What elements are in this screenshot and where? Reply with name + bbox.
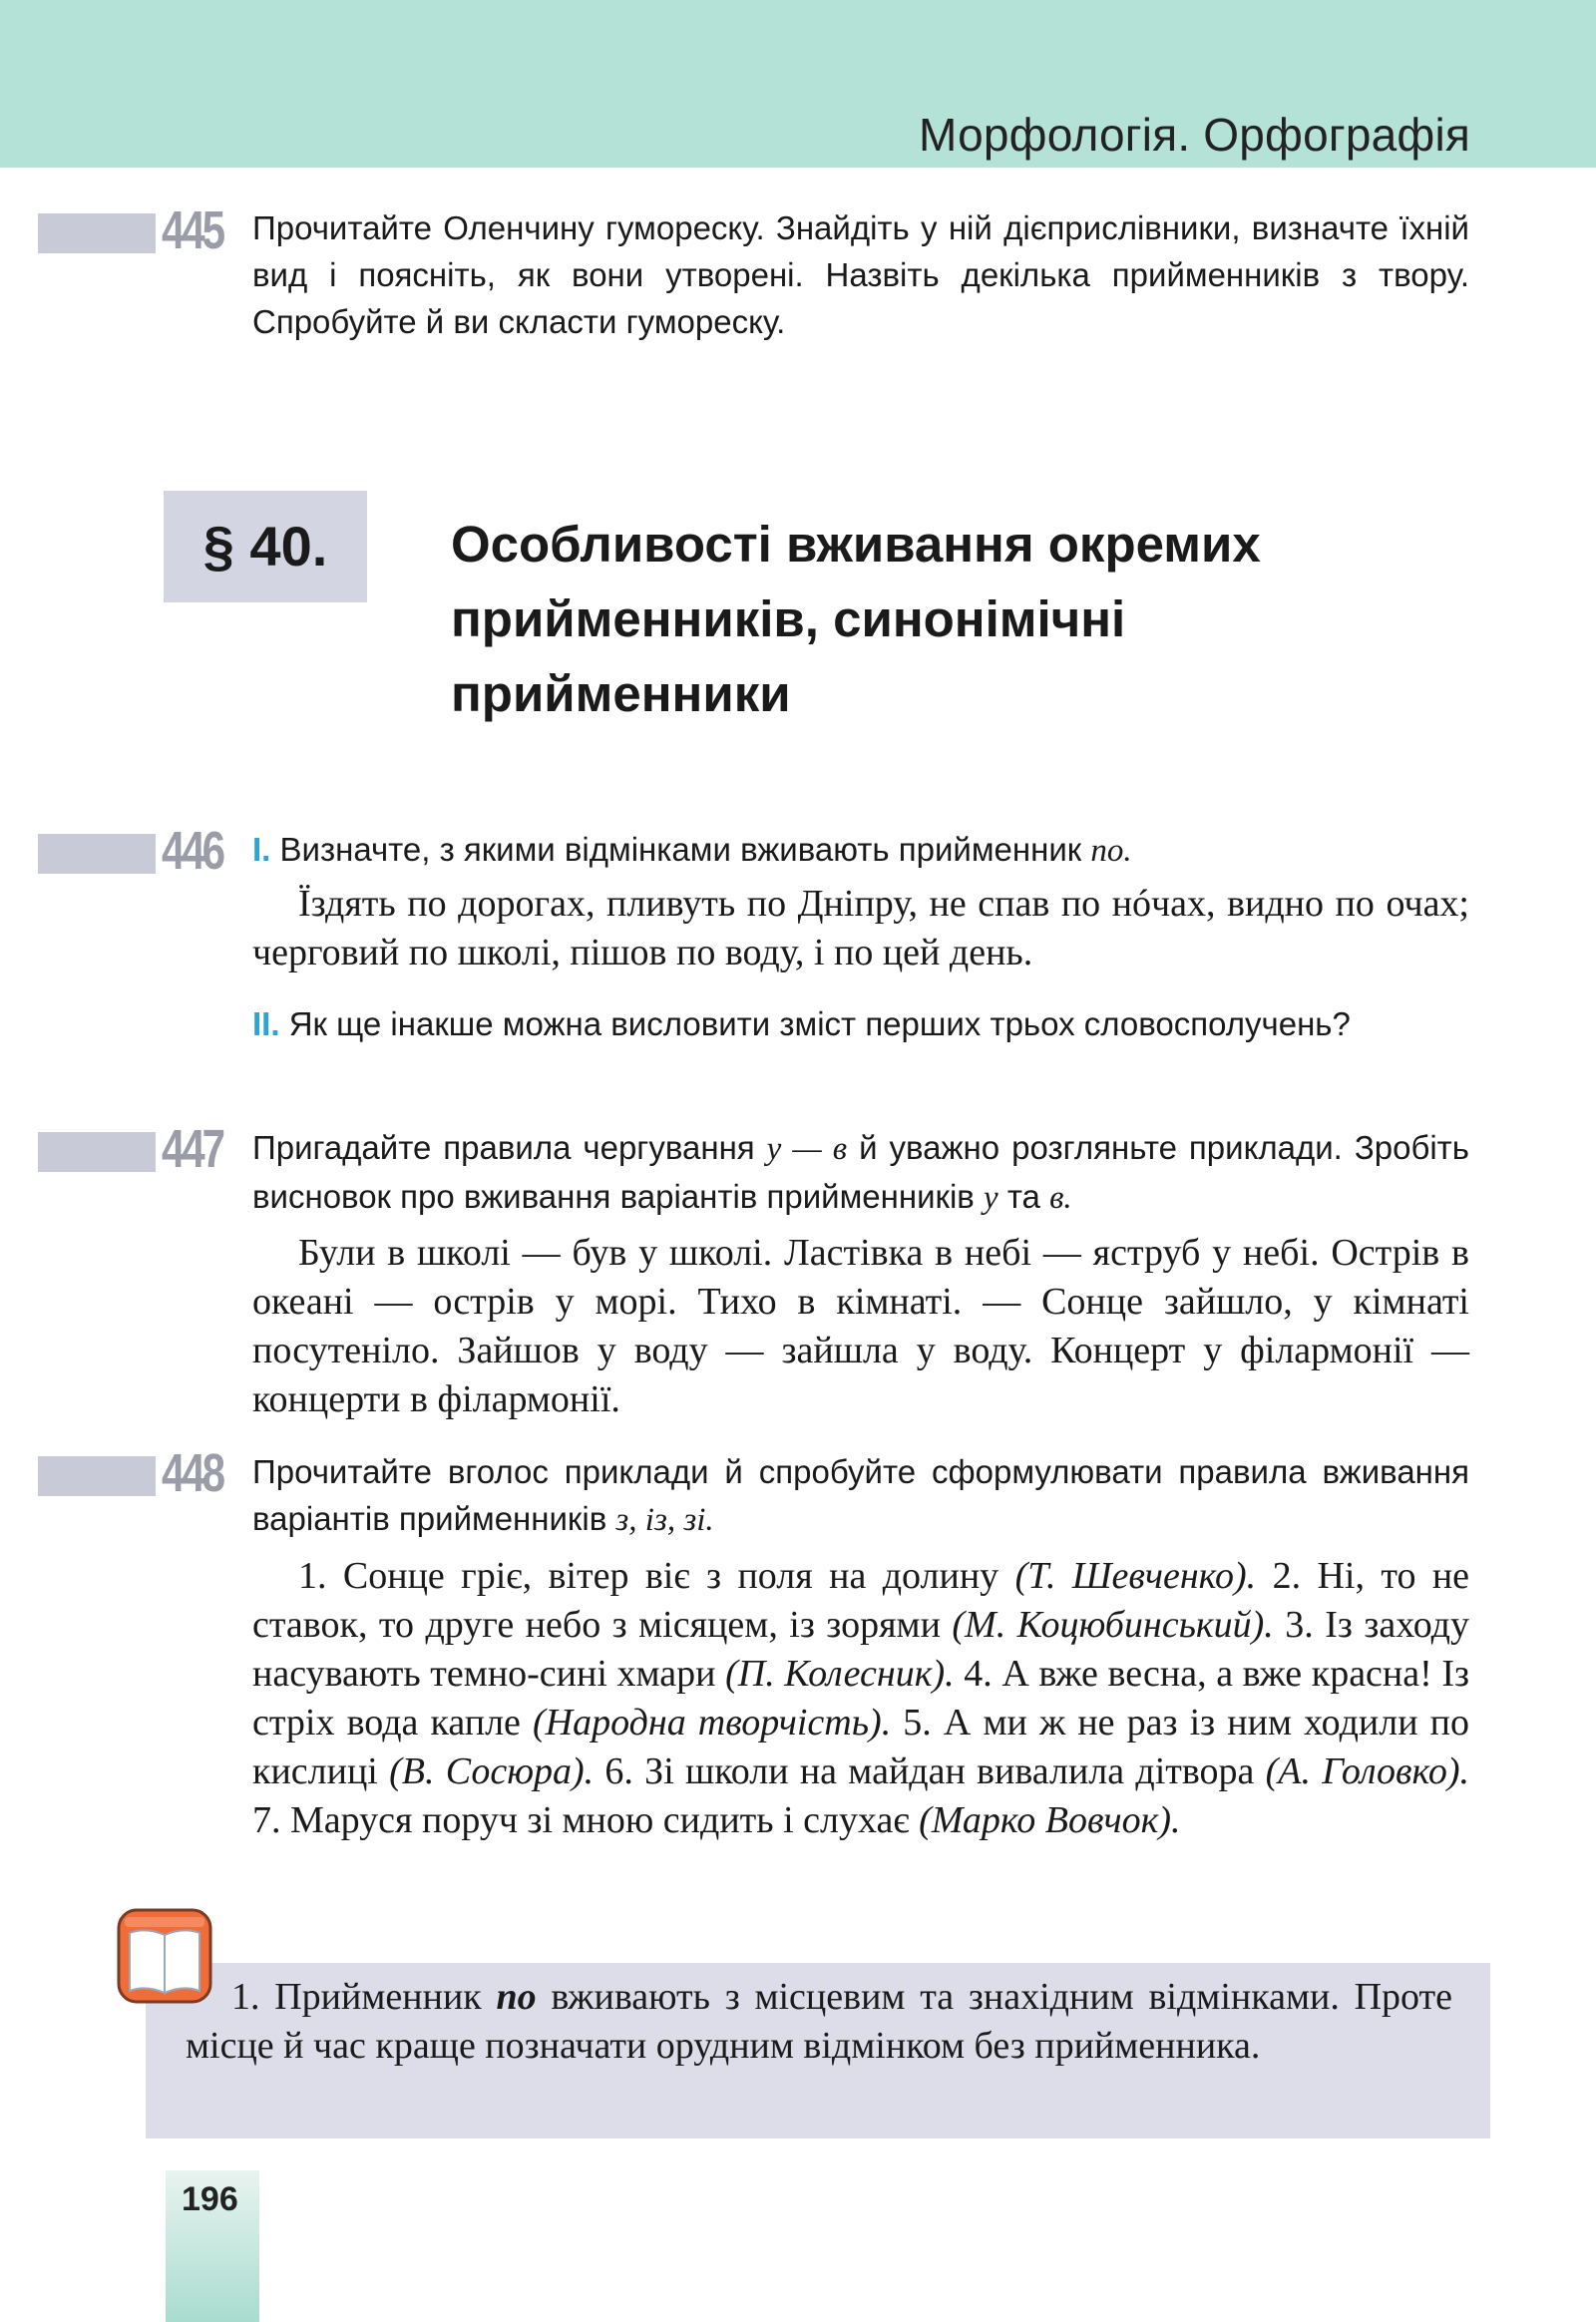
exercise-446-part2 <box>252 1000 1469 1047</box>
exercise-447-task <box>252 1124 1469 1222</box>
author: (В. Сосюра). <box>389 1750 595 1792</box>
sentence: 1. Сонце гріє, вітер віє з поля на долину <box>298 1555 999 1597</box>
letter-u: у <box>983 1180 998 1216</box>
exercise-bar <box>38 213 156 253</box>
exercise-447-example: Були в школі — був у школі. Ластівка в небі — яструб у небі. Острів в океані — острів у морі. Тихо в кімнаті. — Сонце зайшло, у кімнаті посутеніло. Зайшов у воду — зайшла у воду. Концерт у філармонії — концерти в філармонії. <box>252 1232 1469 1420</box>
exercise-446-task-2: Як ще інакше можна висловити зміст перших трьох словосполучень? <box>288 1005 1351 1042</box>
prepositions-z-iz-zi: з, із, зі. <box>615 1502 714 1538</box>
sentence: 3. Із заходу насувають темно-сині хмари <box>252 1604 1469 1695</box>
roman-marker-2: II. <box>252 1005 280 1042</box>
letters-u-v: у — в <box>766 1131 848 1167</box>
section-title: Особливості вживання окремих прийменників, синонімічні прийменники <box>451 516 1261 722</box>
exercise-448-task <box>252 1448 1469 1544</box>
author: (А. Головко). <box>1265 1750 1469 1792</box>
sentence: 5. А ми ж не раз із ним ходили по кислиці <box>252 1702 1469 1792</box>
sentence: 2. Ні, то не ставок, то друге небо з місяцем, із зорями <box>252 1555 1470 1646</box>
exercise-number-447: 447 <box>162 1119 222 1179</box>
task-part: та <box>1006 1178 1040 1215</box>
exercise-446-example: Їздять по дорогах, пливуть по Дніпру, не спав по нóчах, видно по очах; черговий по школі, пішов по воду, і по цей день. <box>252 883 1469 973</box>
task-part: Прочитайте вголос приклади й спробуйте сформулювати правила вживання варіантів прийменників <box>252 1453 1469 1537</box>
rule-start: 1. Прийменник <box>231 1976 482 2018</box>
sentence: 4. А вже весна, а вже красна! Із стріх вода капле <box>252 1653 1470 1743</box>
exercise-number-448: 448 <box>162 1443 222 1503</box>
sentence: 6. Зі школи на майдан вивалила дітвора <box>604 1750 1255 1792</box>
exercise-446-task-1: Визначте, з якими відмінками вживають прийменник <box>279 831 1082 868</box>
page-number: 196 <box>182 2180 238 2218</box>
author: (М. Коцюбинський). <box>952 1604 1274 1646</box>
section-number: § 40. <box>164 491 367 602</box>
task-part: Пригадайте правила чергування <box>252 1129 755 1166</box>
author: (Т. Шевченко). <box>1014 1555 1257 1597</box>
exercise-446-part1 <box>252 826 1469 875</box>
exercise-number-445: 445 <box>162 200 222 260</box>
author: (Марко Вовчок). <box>919 1799 1181 1841</box>
chapter-title: Морфологія. Орфографія <box>919 109 1470 161</box>
exercise-bar <box>38 1132 156 1172</box>
author: (Народна творчість). <box>533 1702 892 1743</box>
exercise-number-446: 446 <box>162 821 222 881</box>
exercise-bar <box>38 1456 156 1496</box>
roman-marker-1: I. <box>252 831 271 868</box>
exercise-bar <box>38 834 156 874</box>
preposition-po: по. <box>1090 833 1132 869</box>
rule-text <box>186 1973 1452 2071</box>
letter-v: в. <box>1049 1180 1072 1216</box>
task-part: й уважно розгляньте приклади. Зробіть висновок про вживання варіантів прийменників <box>252 1129 1469 1215</box>
exercise-445-task: Прочитайте Оленчину гумореску. Знайдіть у ній дієприслівники, визначте їхній вид і поясніть, як вони утворені. Назвіть декілька прийменників з твору. Спробуйте й ви скласти гумореску. <box>252 209 1469 340</box>
author: (П. Колесник). <box>725 1653 955 1695</box>
sentence: 7. Маруся поруч зі мною сидить і слухає <box>252 1799 910 1841</box>
exercise-448-examples <box>252 1552 1469 1845</box>
rule-keyword: по <box>496 1976 537 2018</box>
rule-rest: вживають з місцевим та знахідним відмінками. Проте місце й час краще позначати орудним відмінком без прийменника. <box>186 1976 1453 2067</box>
